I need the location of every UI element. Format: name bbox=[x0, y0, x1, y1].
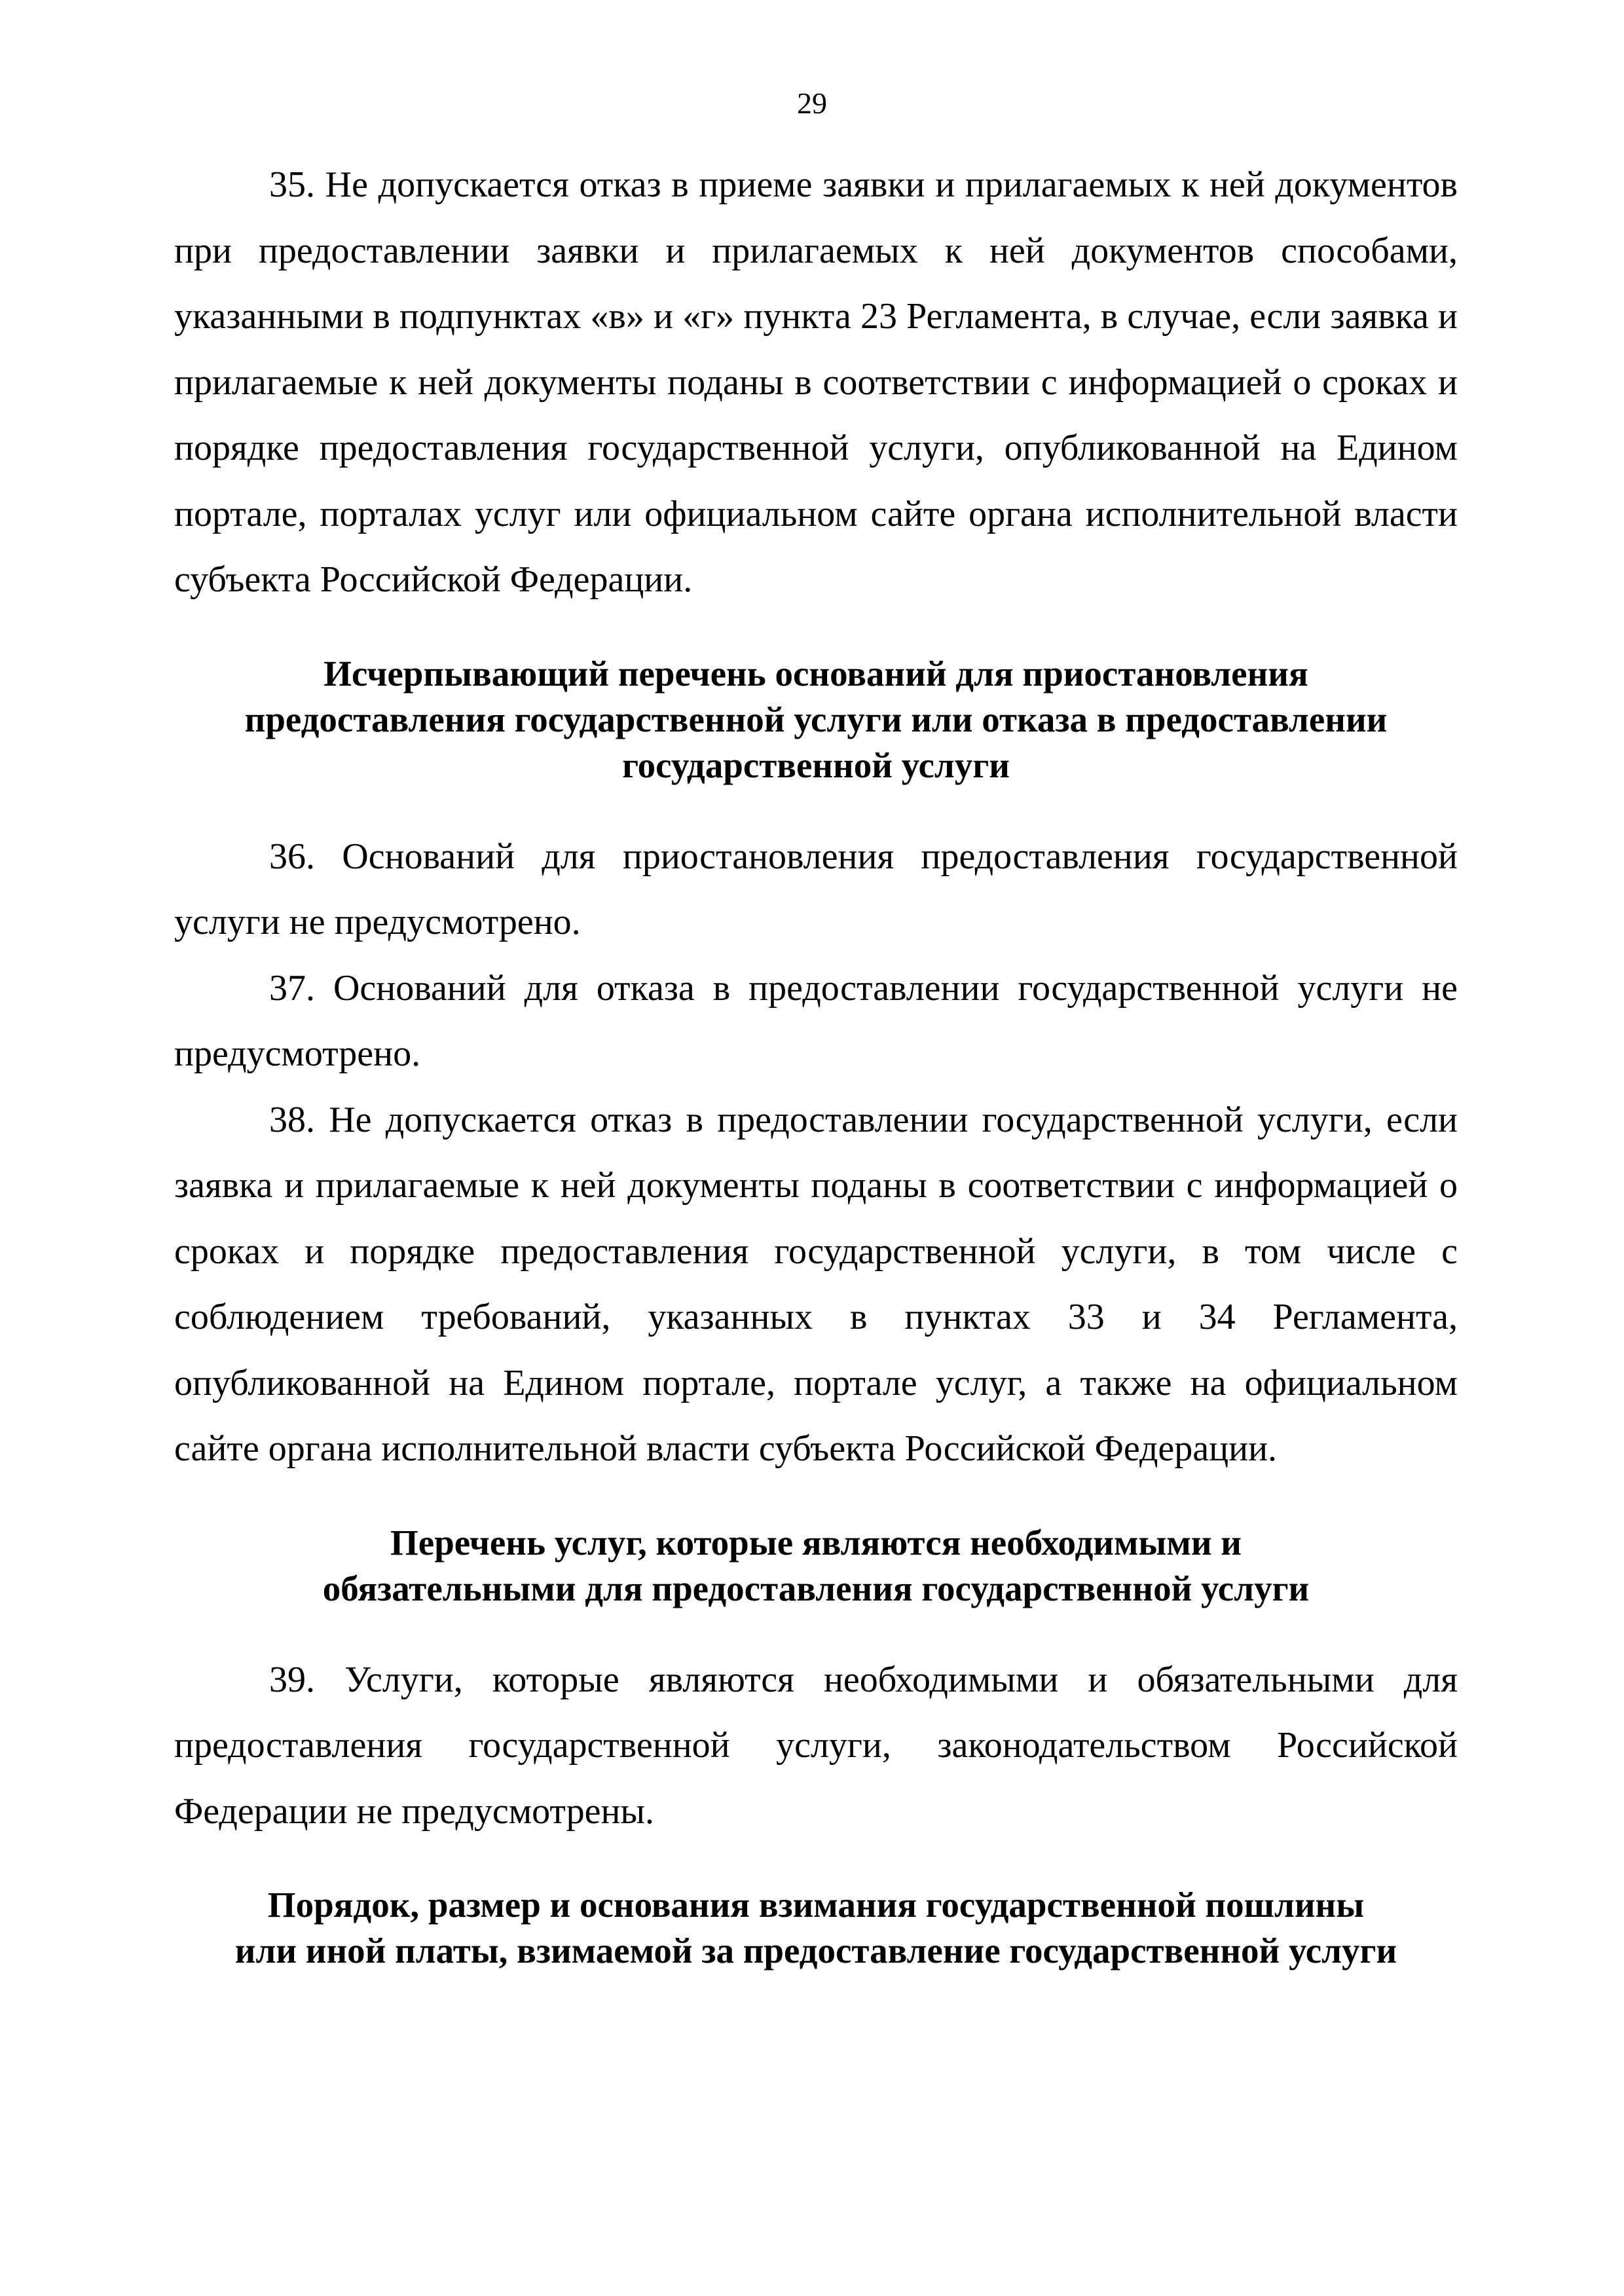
section-heading-state-duty-fees bbox=[174, 1882, 1458, 1974]
document-body bbox=[174, 152, 1458, 1974]
paragraph-36: 36. Оснований для приостановления предоставления государственной услуги не предусмотрено. bbox=[174, 836, 1458, 942]
section-heading-required-services bbox=[174, 1520, 1458, 1612]
heading-line: Порядок, размер и основания взимания государственной пошлины bbox=[267, 1885, 1365, 1925]
paragraph-38: 38. Не допускается отказ в предоставлении государственной услуги, если заявка и прилагаемые к ней документы поданы в соответствии с информацией о сроках и порядке предоставления государственной услуги, в том числе с соблюдением требований, указанных в пунктах 33 и 34 Регламента, опубликованной на Едином портале, портале услуг, а также на официальном сайте органа исполнительной власти субъекта Российской Федерации. bbox=[174, 1099, 1458, 1469]
heading-line: государственной услуги bbox=[622, 745, 1010, 785]
heading-line: обязательными для предоставления государственной услуги bbox=[322, 1568, 1310, 1608]
page-number: 29 bbox=[797, 86, 827, 120]
paragraph-39: 39. Услуги, которые являются необходимыми и обязательными для предоставления государственной услуги, законодательством Российской Федерации не предусмотрены. bbox=[174, 1659, 1458, 1832]
heading-line: или иной платы, взимаемой за предоставление государственной услуги bbox=[234, 1931, 1397, 1971]
heading-line: Исчерпывающий перечень оснований для приостановления bbox=[323, 653, 1308, 694]
heading-line: предоставления государственной услуги или отказа в предоставлении bbox=[244, 699, 1388, 739]
paragraph-35: 35. Не допускается отказ в приеме заявки и прилагаемых к ней документов при предоставлении заявки и прилагаемых к ней документов способами, указанными в подпунктах «в» и «г» пункта 23 Регламента, в случае, если заявка и прилагаемые к ней документы поданы в соответствии с информацией о сроках и порядке предоставления государственной услуги, опубликованной на Едином портале, порталах услуг или официальном сайте органа исполнительной власти субъекта Российской Федерации. bbox=[174, 164, 1458, 600]
section-heading-grounds-for-suspension-or-refusal bbox=[174, 651, 1458, 788]
heading-line: Перечень услуг, которые являются необходимыми и bbox=[390, 1522, 1242, 1563]
paragraph-37: 37. Оснований для отказа в предоставлении государственной услуги не предусмотрено. bbox=[174, 967, 1458, 1074]
